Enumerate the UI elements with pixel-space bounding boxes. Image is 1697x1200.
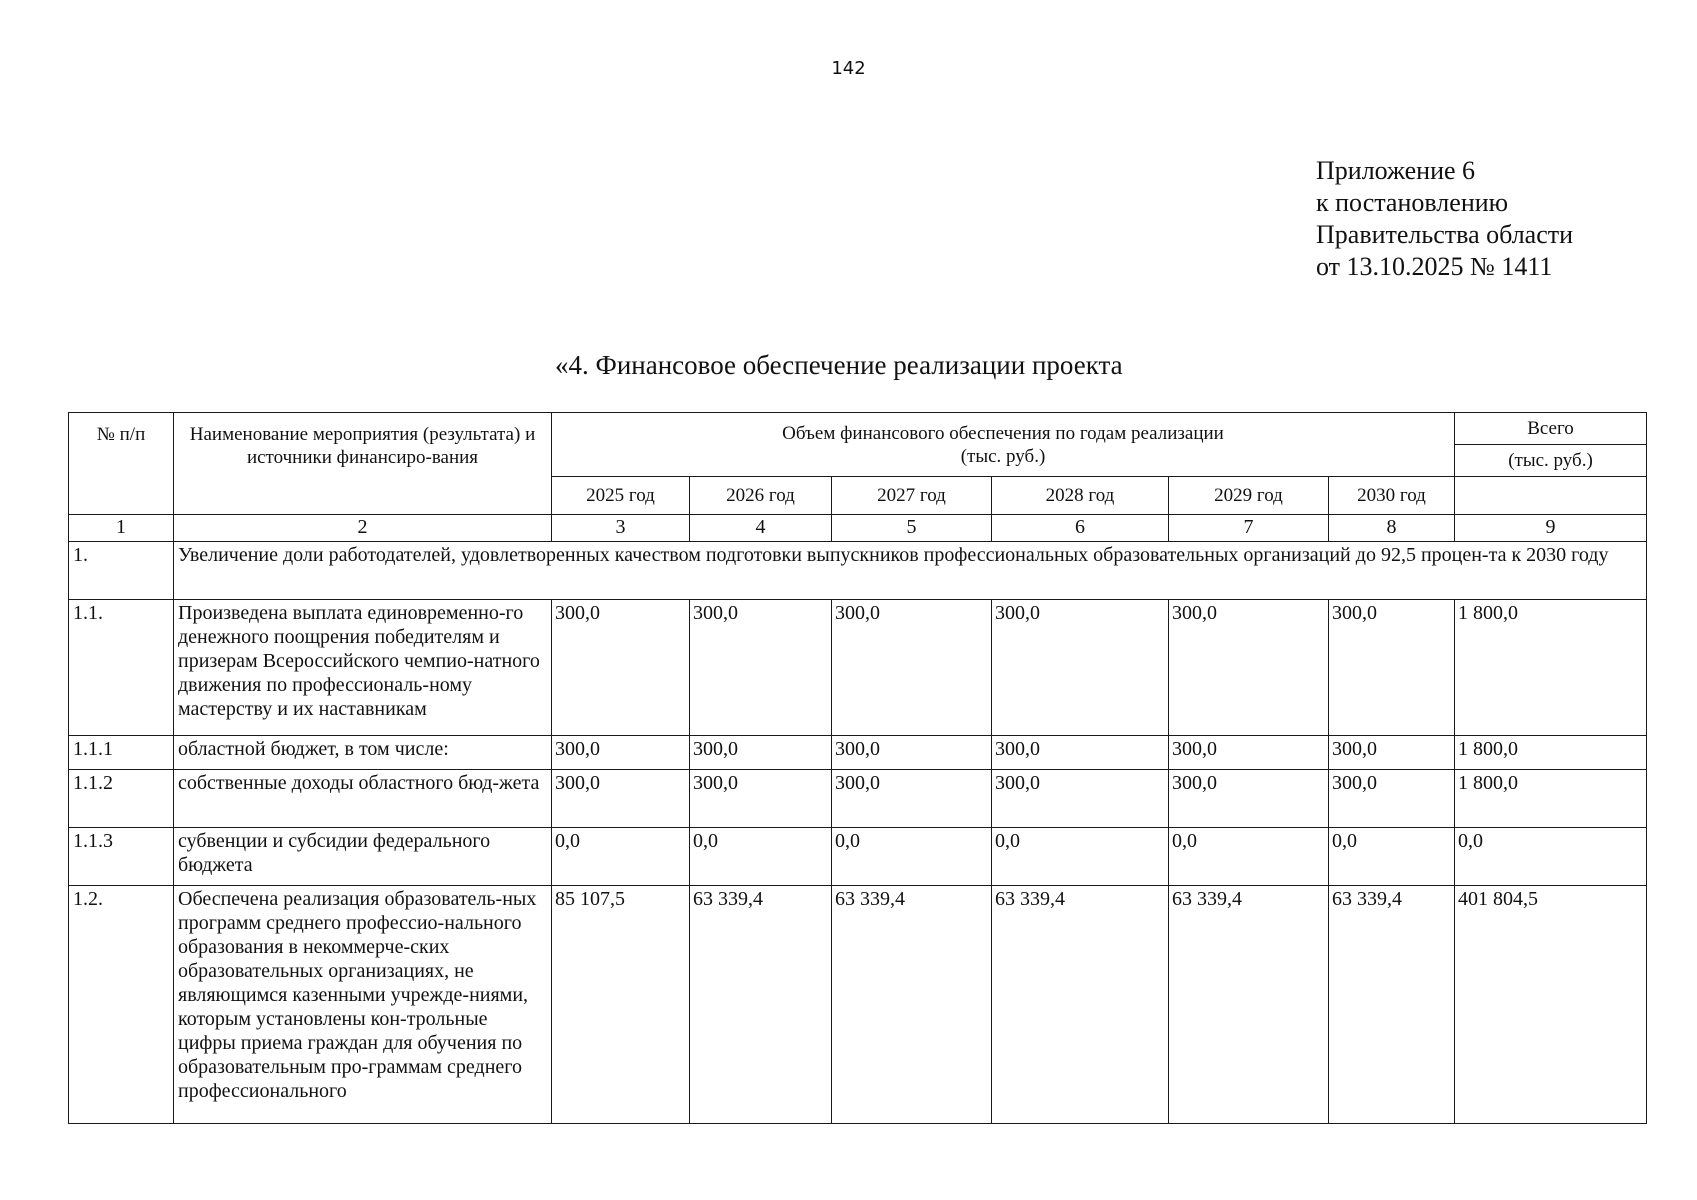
table-row — [69, 886, 1647, 1124]
header-volume — [552, 413, 1455, 477]
header-year: 2028 год — [992, 477, 1169, 515]
row-num: 1.1.3 — [69, 828, 174, 886]
row-value: 300,0 — [552, 770, 690, 828]
row-total: 1 800,0 — [1455, 736, 1647, 770]
header-total-unit: (тыс. руб.) — [1455, 445, 1647, 477]
row-value: 85 107,5 — [552, 886, 690, 1124]
row-num: 1.1.1 — [69, 736, 174, 770]
row-name: Произведена выплата единовременно-го денежного поощрения победителям и призерам Всероссийского чемпио-натного движения по профессиональ-ному мастерству и их наставникам — [174, 600, 552, 736]
row-value: 300,0 — [1329, 736, 1455, 770]
header-volume-line-1: Объем финансового обеспечения по годам реализации — [782, 422, 1224, 444]
row-value: 300,0 — [1169, 770, 1329, 828]
row-name: областной бюджет, в том числе: — [174, 736, 552, 770]
row-value: 300,0 — [690, 600, 832, 736]
header-year: 2027 год — [832, 477, 992, 515]
row-name: Обеспечена реализация образователь-ных программ среднего профессио-нального образования в некоммерче-ских образовательных организациях, не являющимся казенными учрежде-ниями, которым установлены кон-трольные цифры приема граждан для обучения по образовательным про-граммам среднего профессионального — [174, 886, 552, 1124]
column-number-row — [69, 515, 1647, 542]
row-value: 300,0 — [690, 770, 832, 828]
row-value: 0,0 — [552, 828, 690, 886]
row-value: 63 339,4 — [992, 886, 1169, 1124]
page-number: 142 — [831, 58, 866, 79]
column-number: 7 — [1169, 515, 1329, 542]
header-volume-line-2: (тыс. руб.) — [960, 445, 1046, 467]
header-year: 2030 год — [1329, 477, 1455, 515]
column-number: 6 — [992, 515, 1169, 542]
header-year-empty — [1455, 477, 1647, 515]
row-value: 0,0 — [992, 828, 1169, 886]
header-year: 2029 год — [1169, 477, 1329, 515]
column-number: 4 — [690, 515, 832, 542]
row-value: 300,0 — [832, 736, 992, 770]
row-value: 300,0 — [992, 770, 1169, 828]
row-total: 401 804,5 — [1455, 886, 1647, 1124]
row-value: 300,0 — [1169, 600, 1329, 736]
row-name: субвенции и субсидии федерального бюджета — [174, 828, 552, 886]
row-value: 63 339,4 — [832, 886, 992, 1124]
goal-row — [69, 542, 1647, 600]
appendix-line-1: Приложение 6 — [1316, 156, 1476, 185]
row-value: 300,0 — [992, 736, 1169, 770]
appendix-block — [1316, 155, 1573, 283]
row-value: 300,0 — [1329, 600, 1455, 736]
column-number: 1 — [69, 515, 174, 542]
row-value: 0,0 — [1329, 828, 1455, 886]
header-year: 2026 год — [690, 477, 832, 515]
row-name: собственные доходы областного бюд-жета — [174, 770, 552, 828]
column-number: 5 — [832, 515, 992, 542]
row-total: 1 800,0 — [1455, 770, 1647, 828]
row-value: 300,0 — [992, 600, 1169, 736]
row-num: 1.1. — [69, 600, 174, 736]
column-number: 2 — [174, 515, 552, 542]
table-row — [69, 600, 1647, 736]
appendix-line-3: Правительства области — [1316, 220, 1574, 249]
row-value: 63 339,4 — [1329, 886, 1455, 1124]
row-value: 0,0 — [832, 828, 992, 886]
table-row — [69, 770, 1647, 828]
document-title: «4. Финансовое обеспечение реализации проекта — [555, 350, 1123, 380]
row-value: 300,0 — [832, 600, 992, 736]
row-value: 300,0 — [1329, 770, 1455, 828]
row-value: 63 339,4 — [1169, 886, 1329, 1124]
table-row — [69, 736, 1647, 770]
goal-text: Увеличение доли работодателей, удовлетворенных качеством подготовки выпускников профессиональных образовательных организаций до 92,5 процен-та к 2030 году — [174, 542, 1647, 600]
header-total: Всего — [1455, 413, 1647, 445]
row-value: 300,0 — [552, 600, 690, 736]
row-value: 300,0 — [690, 736, 832, 770]
header-row-1 — [69, 413, 1647, 445]
row-value: 300,0 — [1169, 736, 1329, 770]
column-number: 8 — [1329, 515, 1455, 542]
appendix-line-4: от 13.10.2025 № 1411 — [1316, 252, 1553, 281]
header-year: 2025 год — [552, 477, 690, 515]
row-total: 1 800,0 — [1455, 600, 1647, 736]
row-value: 63 339,4 — [690, 886, 832, 1124]
row-num: 1.2. — [69, 886, 174, 1124]
row-value: 0,0 — [690, 828, 832, 886]
row-value: 300,0 — [832, 770, 992, 828]
header-num: № п/п — [69, 413, 174, 515]
header-name: Наименование мероприятия (результата) и источники финансиро-вания — [174, 413, 552, 515]
row-num: 1.1.2 — [69, 770, 174, 828]
column-number: 9 — [1455, 515, 1647, 542]
financing-table — [68, 412, 1647, 1124]
row-total: 0,0 — [1455, 828, 1647, 886]
table-row — [69, 828, 1647, 886]
row-value: 300,0 — [552, 736, 690, 770]
appendix-line-2: к постановлению — [1316, 188, 1509, 217]
row-value: 0,0 — [1169, 828, 1329, 886]
goal-num: 1. — [69, 542, 174, 600]
column-number: 3 — [552, 515, 690, 542]
